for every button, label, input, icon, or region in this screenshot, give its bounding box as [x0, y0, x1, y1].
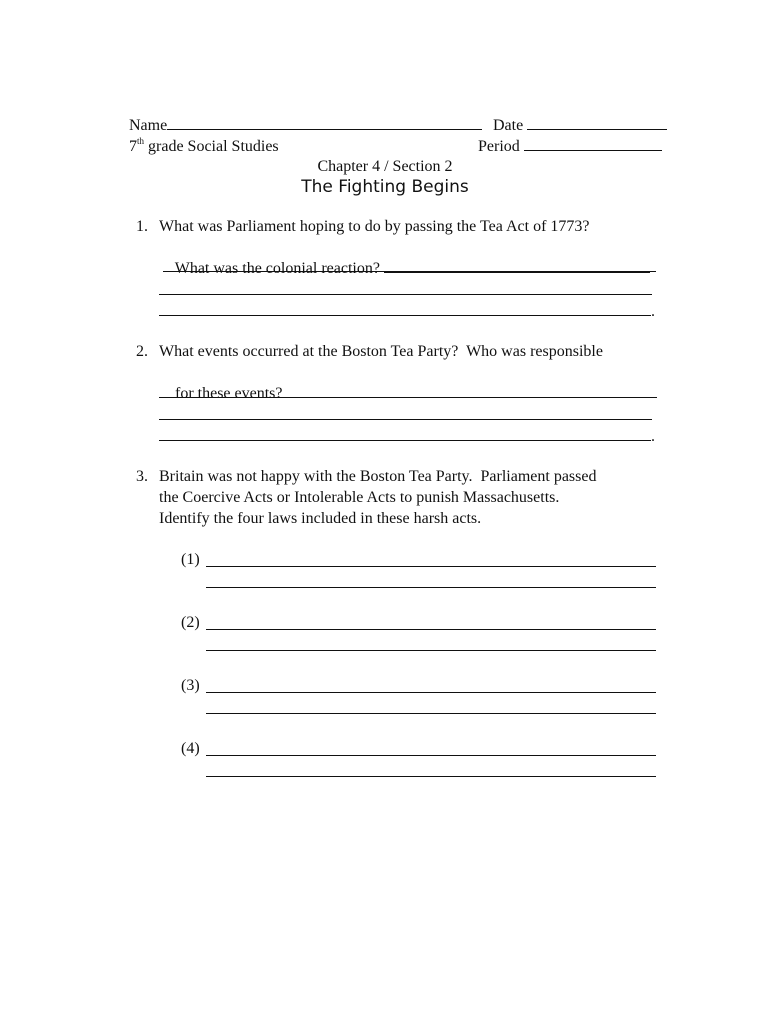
period-blank[interactable]: [524, 136, 662, 151]
question-3-number: 3.: [136, 468, 148, 485]
question-2-text-line2: [159, 362, 657, 425]
question-3-text-line3: Identify the four laws included in these harsh acts.: [159, 510, 482, 527]
period-label: Period: [478, 138, 520, 155]
question-3-text-line2: the Coercive Acts or Intolerable Acts to punish Massachusetts.: [159, 489, 560, 506]
question-1-text-line2: [159, 237, 650, 300]
question-1-text-line1: What was Parliament hoping to do by passing the Tea Act of 1773?: [159, 218, 590, 235]
question-3-text-line1: Britain was not happy with the Boston Tea Party. Parliament passed: [159, 468, 597, 485]
grade-number: 7: [129, 138, 137, 155]
question-2-answer-blank[interactable]: [287, 383, 657, 398]
question-2-answer-line-3[interactable]: [159, 440, 651, 441]
law-4-answer-line-2[interactable]: [206, 776, 656, 777]
law-3-answer-line-1[interactable]: [206, 692, 656, 693]
law-2-answer-line-1[interactable]: [206, 629, 656, 630]
question-2-number: 2.: [136, 343, 148, 360]
name-label: Name: [129, 117, 168, 134]
law-3-answer-line-2[interactable]: [206, 713, 656, 714]
question-2-text-line1: What events occurred at the Boston Tea Party? Who was responsible: [159, 343, 603, 360]
law-1-label: (1): [181, 551, 200, 568]
law-1-answer-line-1[interactable]: [206, 566, 656, 567]
question-1-answer-line-3[interactable]: [159, 315, 651, 316]
question-1-answer-line-2[interactable]: [159, 294, 652, 295]
question-2-period: .: [651, 428, 655, 445]
question-1-number: 1.: [136, 218, 148, 235]
law-4-answer-line-1[interactable]: [206, 755, 656, 756]
law-2-label: (2): [181, 614, 200, 631]
question-2-answer-line-2[interactable]: [159, 419, 652, 420]
question-1-period: .: [651, 303, 655, 320]
question-1-prompt: What was the colonial reaction?: [174, 260, 380, 277]
question-2-answer-line-1[interactable]: [159, 397, 652, 398]
question-1-answer-line-1[interactable]: [163, 271, 656, 272]
law-3-label: (3): [181, 677, 200, 694]
grade-superscript: th: [137, 135, 145, 146]
chapter-heading: Chapter 4 / Section 2: [317, 158, 453, 175]
date-label: Date: [493, 117, 524, 134]
law-4-label: (4): [181, 740, 200, 757]
law-1-answer-line-2[interactable]: [206, 587, 656, 588]
question-2-prompt: for these events?: [175, 385, 283, 402]
section-title: The Fighting Begins: [301, 177, 469, 197]
grade-course: grade Social Studies: [144, 138, 279, 155]
law-2-answer-line-2[interactable]: [206, 650, 656, 651]
